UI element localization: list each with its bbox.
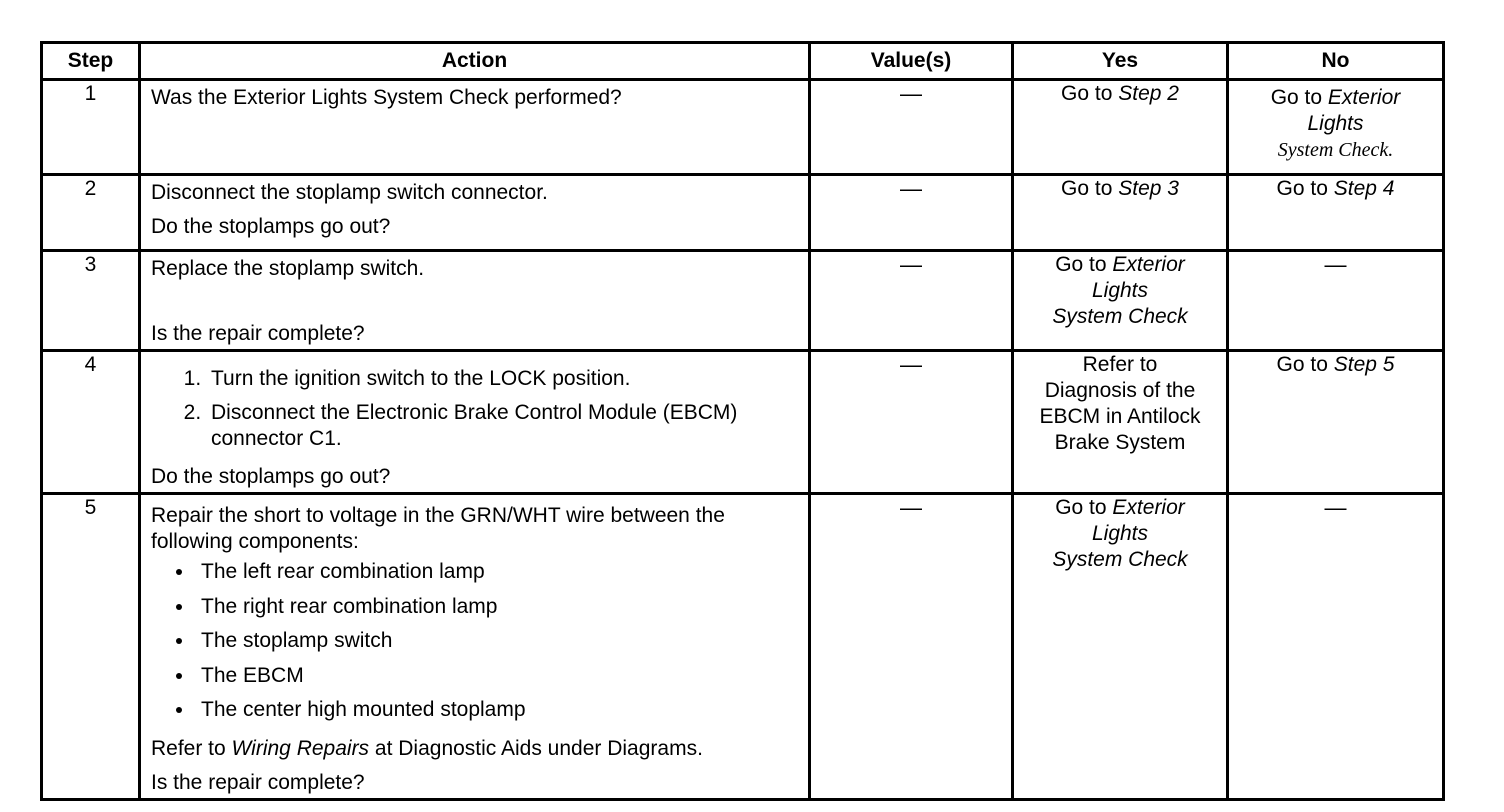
table-row xyxy=(42,251,1444,351)
value-cell xyxy=(810,175,1013,251)
table-row xyxy=(42,80,1444,175)
table-row xyxy=(42,494,1444,800)
no-cell xyxy=(1228,80,1444,175)
action-text: Was the Exterior Lights System Check performed? xyxy=(151,86,622,109)
value-cell xyxy=(810,351,1013,494)
yes-cell xyxy=(1013,175,1228,251)
step-number: 4 xyxy=(42,351,140,494)
no-cell xyxy=(1228,175,1444,251)
list-item: • The right rear combination lamp xyxy=(195,594,798,620)
yes-link-line1[interactable]: Exterior xyxy=(1112,496,1185,519)
refer-text xyxy=(151,736,798,762)
yes-line4[interactable]: Brake System xyxy=(1054,431,1186,454)
diagnostic-table xyxy=(40,41,1445,801)
action-cell xyxy=(140,80,810,175)
yes-prefix: Go to xyxy=(1055,253,1107,276)
action-question: Do the stoplamps go out? xyxy=(151,465,391,488)
no-cell xyxy=(1228,351,1444,494)
value-dash: — xyxy=(900,176,922,201)
yes-cell xyxy=(1013,494,1228,800)
yes-step-link[interactable]: Step 2 xyxy=(1118,82,1179,105)
yes-line3[interactable]: EBCM in Antilock xyxy=(1039,405,1201,428)
no-link-line3[interactable]: System Check. xyxy=(1277,139,1394,161)
action-cell xyxy=(140,494,810,800)
action-cell xyxy=(140,175,810,251)
list-item: • The left rear combination lamp xyxy=(195,559,798,585)
step-number: 2 xyxy=(42,175,140,251)
action-text: Repair the short to voltage in the GRN/WHT wire between the following components: xyxy=(151,504,725,553)
action-question: Is the repair complete? xyxy=(151,770,365,794)
procedure-list xyxy=(151,366,798,456)
refer-prefix: Refer to xyxy=(151,736,226,760)
value-dash: — xyxy=(900,352,922,377)
yes-line1: Refer to xyxy=(1082,353,1158,376)
step-number: 3 xyxy=(42,251,140,351)
list-item: • The stoplamp switch xyxy=(195,628,798,654)
value-cell xyxy=(810,80,1013,175)
yes-link-line3[interactable]: System Check xyxy=(1052,305,1188,328)
yes-link-line2[interactable]: Lights xyxy=(1091,522,1149,545)
list-item: • The center high mounted stoplamp xyxy=(195,697,798,723)
no-dash: — xyxy=(1324,495,1347,520)
action-text: Disconnect the stoplamp switch connector. xyxy=(151,181,548,204)
header-no: No xyxy=(1228,43,1444,80)
yes-link-line1[interactable]: Exterior xyxy=(1112,253,1185,276)
value-cell xyxy=(810,251,1013,351)
yes-cell xyxy=(1013,351,1228,494)
yes-prefix: Go to xyxy=(1061,177,1113,200)
header-row xyxy=(42,43,1444,80)
list-item: • The EBCM xyxy=(195,663,798,689)
no-prefix: Go to xyxy=(1276,177,1328,200)
yes-link-line3[interactable]: System Check xyxy=(1052,548,1188,571)
action-question: Do the stoplamps go out? xyxy=(151,215,391,238)
no-prefix: Go to xyxy=(1276,353,1328,376)
action-cell xyxy=(140,251,810,351)
action-text: Replace the stoplamp switch. xyxy=(151,257,425,280)
refer-suffix: at Diagnostic Aids under Diagrams. xyxy=(374,736,703,760)
header-values: Value(s) xyxy=(810,43,1013,80)
value-dash: — xyxy=(900,81,922,106)
value-cell xyxy=(810,494,1013,800)
no-dash: — xyxy=(1324,252,1347,277)
yes-step-link[interactable]: Step 3 xyxy=(1118,177,1179,200)
table-row xyxy=(42,175,1444,251)
action-question: Is the repair complete? xyxy=(151,322,365,345)
wiring-repairs-link[interactable]: Wiring Repairs xyxy=(231,736,370,760)
table-row xyxy=(42,351,1444,494)
action-cell xyxy=(140,351,810,494)
step-number: 5 xyxy=(42,494,140,800)
yes-link-line2[interactable]: Lights xyxy=(1091,279,1149,302)
no-cell xyxy=(1228,494,1444,800)
list-item: 1. Turn the ignition switch to the LOCK position. xyxy=(207,366,798,392)
no-step-link[interactable]: Step 4 xyxy=(1333,177,1395,200)
no-link-line2[interactable]: Lights xyxy=(1307,112,1364,135)
header-yes: Yes xyxy=(1013,43,1228,80)
header-action: Action xyxy=(140,43,810,80)
no-step-link[interactable]: Step 5 xyxy=(1333,353,1395,376)
yes-prefix: Go to xyxy=(1061,82,1113,105)
no-cell xyxy=(1228,251,1444,351)
yes-prefix: Go to xyxy=(1055,496,1107,519)
value-dash: — xyxy=(900,252,922,277)
yes-cell xyxy=(1013,80,1228,175)
value-dash: — xyxy=(900,495,922,520)
step-number: 1 xyxy=(42,80,140,175)
component-list xyxy=(151,559,798,732)
no-prefix: Go to xyxy=(1270,86,1323,109)
header-step: Step xyxy=(42,43,140,80)
list-item: 2. Disconnect the Electronic Brake Control Module (EBCM) connector C1. xyxy=(207,400,798,452)
no-link-line1[interactable]: Exterior xyxy=(1327,86,1401,109)
yes-line2[interactable]: Diagnosis of the xyxy=(1044,379,1196,402)
yes-cell xyxy=(1013,251,1228,351)
